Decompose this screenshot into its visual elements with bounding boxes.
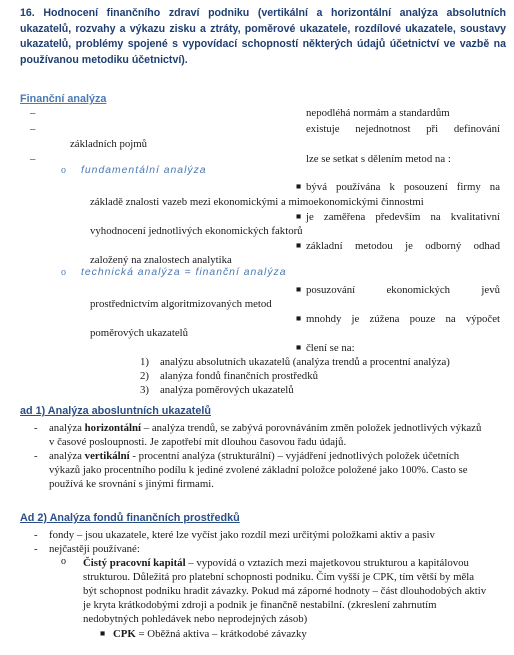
- section-title-ad2: Ad 2) Analýza fondů finančních prostředků: [20, 512, 240, 524]
- numbered-marker: 3): [140, 384, 149, 396]
- dash-bullet: -: [34, 529, 38, 541]
- square-bullet-icon: ■: [296, 211, 302, 221]
- numbered-item-text: analýzu absolutních ukazatelů (analýza trendů a procentní analýza): [160, 356, 450, 368]
- list-item-text: základní metodou je odborný odhad: [306, 240, 500, 252]
- circle-bullet-icon: o: [61, 267, 66, 278]
- dash-bullet: -: [34, 450, 38, 462]
- numbered-marker: 1): [140, 356, 149, 368]
- section-heading: 16. Hodnocení finančního zdraví podniku (vertikální a horizontální analýza absolutních ukazatelů, rozvahy a výkazu zisku a ztráty, poměrové ukazatele, rozdílové ukazatele, soustavy ukazatelů, problémy spojené s vypovídací schopností některých údajů účetnictví ve vazbě na používanou metodiku účetnictví).: [20, 7, 506, 66]
- list-item-text: v časové posloupnosti. Je zapotřebí mít dlouhou časovou řadu údajů.: [49, 436, 347, 448]
- list-item-text: strukturou. Důležitá pro platební schopnosti podniku. Čím vyšší je CPK, tím větší by měla: [83, 571, 475, 583]
- circle-bullet-icon: o: [61, 556, 66, 567]
- list-item-text: analýza vertikální - procentní analýza (strukturální) – vyjádření jednotlivých položek účetních: [49, 450, 460, 462]
- formula-text: CPK = Oběžná aktiva – krátkodobé závazky: [113, 628, 307, 640]
- list-item-text: výkazů jako procentního podílu k jediné zvolené základní položce položené jako 100%. Casto se: [49, 464, 468, 476]
- list-item-text: mnohdy je zúžena pouze na výpočet: [306, 313, 500, 325]
- section-title-financni-analyza: Finanční analýza: [20, 93, 107, 105]
- square-bullet-icon: ■: [100, 628, 106, 638]
- list-item-text: vyhodnocení jednotlivých ekonomických faktorů: [90, 225, 303, 237]
- dash-bullet: –: [30, 107, 36, 119]
- dash-bullet: –: [30, 123, 36, 135]
- list-item-text: posuzování ekonomických jevů: [306, 284, 500, 296]
- circle-bullet-icon: o: [61, 165, 66, 176]
- list-item-text: fondy – jsou ukazatele, které lze vyčíst jako rozdíl mezi určitými položkami aktiv a pasiv: [49, 529, 435, 541]
- numbered-item-text: alanýza fondů finančních prostředků: [160, 370, 318, 382]
- list-item-text: bývá používána k posouzení firmy na: [306, 181, 500, 193]
- list-item-text: nejčastěji používané:: [49, 543, 140, 555]
- subsection-fundamentalni: fundamentální analýza: [81, 165, 207, 176]
- list-item-text: člení se na:: [306, 342, 355, 354]
- square-bullet-icon: ■: [296, 284, 302, 294]
- list-item-text: je zaměřena především na kvalitativní: [306, 211, 500, 223]
- list-item-text: založený na znalostech analytika: [90, 254, 232, 266]
- square-bullet-icon: ■: [296, 313, 302, 323]
- list-item-text: základě znalosti vazeb mezi ekonomickými a mimoekonomickými činnostmi: [90, 196, 424, 208]
- list-item-text: existuje nejednotnost při definování: [306, 123, 500, 135]
- list-item-text: poměrových ukazatelů: [90, 327, 189, 339]
- square-bullet-icon: ■: [296, 240, 302, 250]
- list-item-text: používá ke srovnání s jinými firmami.: [49, 478, 214, 490]
- dash-bullet: -: [34, 543, 38, 555]
- dash-bullet: –: [30, 153, 36, 165]
- numbered-item-text: analýza poměrových ukazatelů: [160, 384, 294, 396]
- list-item-text: analýza horizontální – analýza trendů, se zabývá porovnáváním změn položek jednotlivých výkazů: [49, 422, 482, 434]
- list-item-text: nepodléhá normám a standardům: [306, 107, 450, 119]
- list-item-text: Čistý pracovní kapitál – vypovídá o vztazích mezi majetkovou strukturou a kapitálovou: [83, 557, 469, 569]
- dash-bullet: -: [34, 422, 38, 434]
- list-item-text: je kryta krátkodobými zdroji a podnik je finančně nestabilní. (zkreslení zahrnutím: [83, 599, 437, 611]
- list-item-text: nedobytných pohledávek nebo neprodejných zásob): [83, 613, 308, 625]
- subsection-technicka: technická analýza = finanční analýza: [81, 267, 287, 278]
- square-bullet-icon: ■: [296, 181, 302, 191]
- list-item-text: lze se setkat s dělením metod na :: [306, 153, 451, 165]
- section-title-ad1: ad 1) Analýza abosluntních ukazatelů: [20, 405, 211, 417]
- list-item-text: prostřednictvím algoritmizovaných metod: [90, 298, 272, 310]
- list-item-text: základních pojmů: [70, 138, 148, 150]
- list-item-text: být schopnost podniku hradit závazky. Pokud má záporné hodnoty – část dlouhodobých aktiv: [83, 585, 487, 597]
- square-bullet-icon: ■: [296, 342, 302, 352]
- numbered-marker: 2): [140, 370, 149, 382]
